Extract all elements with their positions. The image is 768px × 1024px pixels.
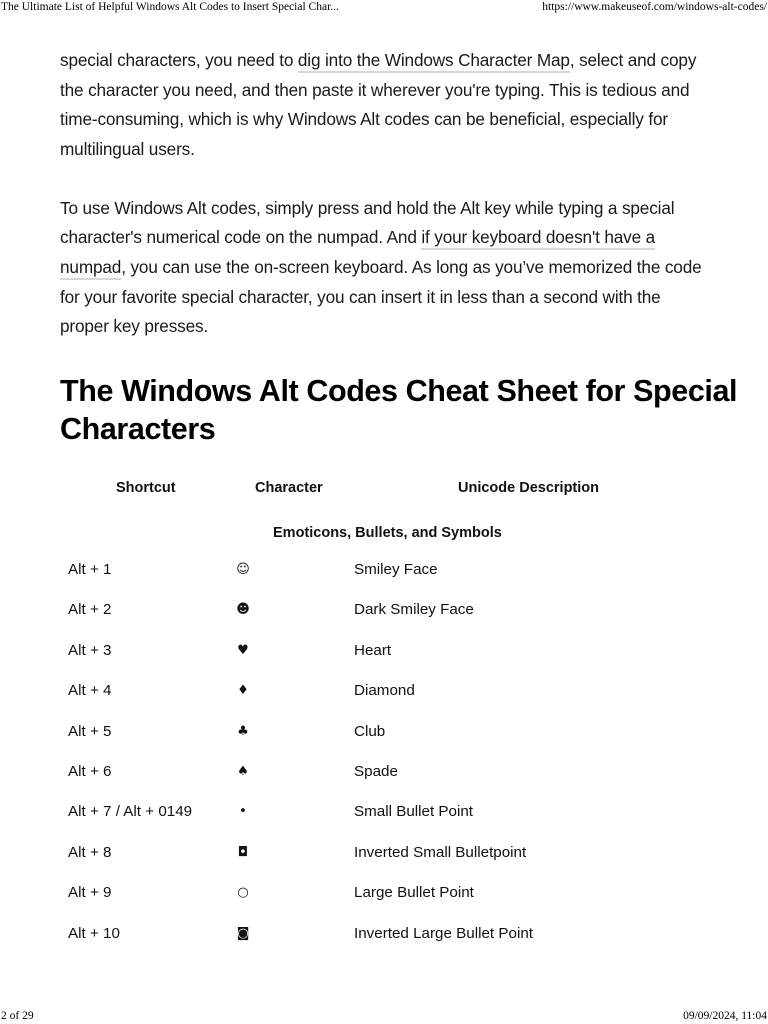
table-row: [60, 635, 710, 675]
character-cell: ◙: [236, 925, 250, 941]
document-title: The Ultimate List of Helpful Windows Alt Codes to Insert Special Char...: [1, 1, 339, 13]
table-row: [60, 796, 710, 836]
character-cell: ☻: [236, 602, 250, 618]
shortcut-cell: Alt + 3: [68, 641, 112, 659]
group-title: Emoticons, Bullets, and Symbols: [273, 525, 502, 541]
description-cell: Small Bullet Point: [354, 803, 474, 821]
shortcut-cell: Alt + 4: [68, 682, 112, 700]
paragraph-text: To use Windows Alt codes, simply press and hold the Alt key while typing a special character's numerical code on the numpad. And: [60, 197, 675, 248]
table-row: [60, 877, 710, 917]
description-cell: Inverted Small Bulletpoint: [354, 843, 527, 861]
table-row: [60, 554, 710, 594]
description-cell: Inverted Large Bullet Point: [354, 924, 533, 942]
shortcut-cell: Alt + 5: [68, 722, 112, 740]
alt-codes-table: [60, 466, 710, 958]
intro-paragraph: [60, 46, 710, 164]
header-character: Character: [255, 480, 323, 496]
shortcut-cell: Alt + 10: [68, 924, 120, 942]
character-cell: ◘: [237, 844, 249, 860]
no-numpad-link[interactable]: if your keyboard doesn't have a numpad: [60, 227, 655, 280]
character-cell: ♦: [237, 683, 249, 699]
document-url: https://www.makeuseof.com/windows-alt-codes/: [542, 1, 767, 13]
paragraph-text: , you can use the on-screen keyboard. As long as you’ve memorized the code for your favorite special character, you can insert it in less than a second with the proper key presses.: [60, 257, 702, 337]
article-body: [60, 46, 710, 342]
character-cell: ♠: [237, 763, 249, 779]
character-cell: •: [239, 804, 247, 820]
print-header: [0, 1, 768, 17]
page-number: 2 of 29: [1, 1010, 34, 1022]
table-body: [60, 554, 710, 958]
table-row: [60, 756, 710, 796]
shortcut-cell: Alt + 6: [68, 762, 112, 780]
paragraph-text: , select and copy the character you need, and then paste it wherever you're typing. This is tedious and time-consuming, which is why Windows Alt codes can be beneficial, especially for multilingual users.: [60, 50, 697, 159]
print-date: 09/09/2024, 11:04: [683, 1010, 767, 1022]
description-cell: Smiley Face: [354, 561, 438, 578]
character-cell: ♥: [237, 642, 249, 658]
table-row: [60, 675, 710, 715]
shortcut-cell: Alt + 1: [68, 561, 112, 578]
header-description: Unicode Description: [458, 480, 599, 496]
table-header: [60, 466, 710, 510]
character-map-link[interactable]: dig into the Windows Character Map: [298, 50, 570, 73]
character-cell: ☺: [236, 562, 250, 577]
shortcut-cell: Alt + 7 / Alt + 0149: [68, 803, 193, 821]
description-cell: Diamond: [354, 682, 415, 700]
usage-paragraph: [60, 194, 710, 342]
description-cell: Spade: [354, 762, 398, 780]
table-row: [60, 594, 710, 634]
section-heading: The Windows Alt Codes Cheat Sheet for Special Characters: [60, 374, 738, 446]
description-cell: Large Bullet Point: [354, 884, 474, 902]
table-row: [60, 918, 710, 958]
table-row: [60, 716, 710, 756]
shortcut-cell: Alt + 9: [68, 884, 112, 902]
character-cell: ○: [237, 885, 249, 901]
table-row: [60, 837, 710, 877]
header-shortcut: Shortcut: [116, 480, 176, 496]
shortcut-cell: Alt + 8: [68, 843, 112, 861]
paragraph-text: special characters, you need to: [60, 50, 298, 70]
print-footer: [0, 1010, 768, 1024]
description-cell: Heart: [354, 641, 392, 659]
description-cell: Club: [354, 722, 386, 740]
shortcut-cell: Alt + 2: [68, 601, 112, 619]
character-cell: ♣: [237, 723, 249, 739]
description-cell: Dark Smiley Face: [354, 601, 474, 619]
table-group-row: [60, 510, 710, 554]
